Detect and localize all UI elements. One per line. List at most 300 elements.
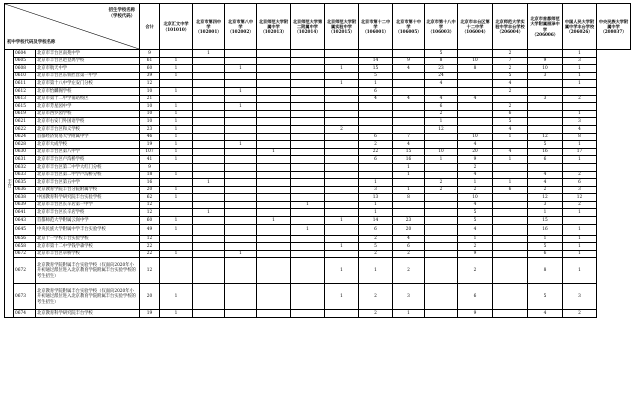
quota-cell: 24 xyxy=(425,72,458,80)
quota-cell xyxy=(425,235,458,243)
row-total: 22 xyxy=(140,243,160,251)
quota-cell: 1 xyxy=(291,224,325,235)
row-total: 23 xyxy=(140,125,160,133)
quota-cell: 1 xyxy=(563,258,597,284)
quota-cell: 1 xyxy=(160,72,193,80)
quota-cell: 1 xyxy=(257,217,291,225)
quota-cell: 4 xyxy=(458,201,493,209)
quota-cell xyxy=(225,217,257,225)
quota-cell: 1 xyxy=(359,201,393,209)
quota-cell xyxy=(193,87,225,95)
quota-cell: 4 xyxy=(458,224,493,235)
quota-cell xyxy=(528,110,563,118)
quota-cell xyxy=(493,171,528,179)
quota-cell: 2 xyxy=(528,186,563,194)
quota-cell xyxy=(257,141,291,149)
quota-cell: 7 xyxy=(493,57,528,65)
quota-cell: 2 xyxy=(563,171,597,179)
quota-cell xyxy=(493,194,528,202)
quota-cell xyxy=(359,125,393,133)
quota-cell: 3 xyxy=(359,186,393,194)
quota-cell xyxy=(528,80,563,88)
quota-cell: 2 xyxy=(493,87,528,95)
quota-cell xyxy=(257,179,291,187)
quota-cell xyxy=(257,80,291,88)
header-school-5: 北京师范大学第二附属中学 （102014） xyxy=(291,4,325,50)
quota-cell xyxy=(291,243,325,251)
row-total: 39 xyxy=(140,72,160,80)
table-row xyxy=(5,179,631,187)
school-code: 0612 xyxy=(14,87,36,95)
quota-cell xyxy=(291,87,325,95)
quota-cell xyxy=(359,171,393,179)
quota-cell: 1 xyxy=(563,110,597,118)
school-code: 0615 xyxy=(14,103,36,111)
quota-cell: 2 xyxy=(393,258,425,284)
quota-cell xyxy=(257,110,291,118)
school-code: 0605 xyxy=(14,57,36,65)
quota-cell xyxy=(291,284,325,310)
quota-cell: 1 xyxy=(493,133,528,141)
quota-cell: 5 xyxy=(458,217,493,225)
quota-cell xyxy=(325,133,359,141)
quota-cell xyxy=(193,110,225,118)
quota-cell xyxy=(193,310,225,318)
table-body xyxy=(5,50,631,318)
quota-cell xyxy=(325,156,359,164)
row-total: 10 xyxy=(140,118,160,126)
quota-cell xyxy=(291,72,325,80)
quota-cell: 1 xyxy=(160,310,193,318)
header-school-6: 北京师范大学附属实验中学 （102015） xyxy=(325,4,359,50)
quota-cell xyxy=(257,133,291,141)
quota-cell xyxy=(528,118,563,126)
quota-cell xyxy=(291,141,325,149)
quota-cell: 2 xyxy=(325,125,359,133)
school-name: 北京市第十二中学钱学森学校 xyxy=(36,243,140,251)
quota-cell xyxy=(291,310,325,318)
quota-cell xyxy=(225,235,257,243)
quota-cell xyxy=(225,163,257,171)
quota-cell: 9 xyxy=(528,57,563,65)
quota-cell xyxy=(425,258,458,284)
quota-cell: 1 xyxy=(160,125,193,133)
quota-cell: 5 xyxy=(493,72,528,80)
quota-cell xyxy=(225,201,257,209)
row-total: 9 xyxy=(140,50,160,58)
quota-cell xyxy=(225,186,257,194)
table-row xyxy=(5,80,631,88)
quota-cell: 12 xyxy=(528,194,563,202)
quota-cell xyxy=(225,50,257,58)
quota-cell xyxy=(425,163,458,171)
header-school-name-label: 招生学校名称 （学校代码） xyxy=(108,8,136,19)
header-school-14: 中央民族大学附属中学 （208037） xyxy=(597,4,631,50)
quota-cell xyxy=(160,50,193,58)
quota-cell xyxy=(458,110,493,118)
row-total: 21 xyxy=(140,95,160,103)
quota-cell xyxy=(193,163,225,171)
row-total: 22 xyxy=(140,250,160,258)
school-name: 中国教育科学研究院丰台实验学校 xyxy=(36,194,140,202)
quota-cell xyxy=(425,194,458,202)
quota-cell xyxy=(160,209,193,217)
row-total: 12 xyxy=(140,258,160,284)
quota-cell xyxy=(425,250,458,258)
quota-cell xyxy=(563,217,597,225)
quota-cell xyxy=(393,118,425,126)
quota-cell: 2 xyxy=(425,110,458,118)
quota-cell xyxy=(193,258,225,284)
quota-cell xyxy=(291,194,325,202)
quota-cell xyxy=(291,95,325,103)
quota-cell xyxy=(257,163,291,171)
quota-cell xyxy=(425,217,458,225)
quota-cell: 4 xyxy=(393,141,425,149)
quota-cell: 1 xyxy=(563,209,597,217)
quota-cell xyxy=(257,201,291,209)
quota-cell: 22 xyxy=(359,148,393,156)
quota-cell: 16 xyxy=(393,156,425,164)
quota-cell xyxy=(225,95,257,103)
quota-cell: 10 xyxy=(425,148,458,156)
quota-cell xyxy=(193,57,225,65)
quota-cell: 2 xyxy=(458,186,493,194)
quota-cell xyxy=(291,235,325,243)
school-code: 0641 xyxy=(14,209,36,217)
quota-cell: 4 xyxy=(528,179,563,187)
school-code: 0645 xyxy=(14,224,36,235)
quota-cell: 6 xyxy=(425,103,458,111)
quota-cell xyxy=(193,284,225,310)
quota-cell: 2 xyxy=(359,284,393,310)
quota-cell xyxy=(325,179,359,187)
quota-cell xyxy=(160,258,193,284)
quota-cell: 3 xyxy=(563,284,597,310)
quota-cell: 5 xyxy=(528,243,563,251)
enrollment-plan-table xyxy=(4,3,631,318)
header-school-11: 北京师范大学实验中学丰台学校 （206004） xyxy=(493,4,528,50)
quota-cell xyxy=(425,87,458,95)
quota-cell xyxy=(225,171,257,179)
quota-cell: 1 xyxy=(291,201,325,209)
header-school-3: 北京市第八中学 （102002） xyxy=(225,4,257,50)
school-name: 北京市丰台区第二中学大红门分校 xyxy=(36,163,140,171)
school-name: 北京市丰台区长辛店第一中学 xyxy=(36,201,140,209)
quota-cell: 1 xyxy=(359,209,393,217)
quota-cell: 4 xyxy=(493,125,528,133)
school-code: 0639 xyxy=(14,201,36,209)
quota-cell: 1 xyxy=(160,133,193,141)
quota-cell xyxy=(193,186,225,194)
quota-cell xyxy=(291,163,325,171)
quota-cell xyxy=(493,209,528,217)
quota-cell: 6 xyxy=(528,250,563,258)
quota-cell: 4 xyxy=(563,125,597,133)
school-name: 北京市丰台区第八中学 xyxy=(36,148,140,156)
quota-cell xyxy=(458,125,493,133)
quota-cell xyxy=(458,118,493,126)
school-name: 北京市芳星园中学 xyxy=(36,103,140,111)
quota-cell: 1 xyxy=(393,163,425,171)
quota-cell xyxy=(493,258,528,284)
quota-cell xyxy=(225,194,257,202)
quota-cell xyxy=(393,72,425,80)
header-middle-school-label: 初中学校代码及学校名称 xyxy=(7,39,56,45)
quota-cell: 1 xyxy=(563,250,597,258)
quota-cell: 1 xyxy=(425,156,458,164)
quota-cell: 2 xyxy=(359,235,393,243)
quota-cell: 1 xyxy=(193,209,225,217)
quota-cell xyxy=(291,110,325,118)
quota-cell xyxy=(225,310,257,318)
quota-cell: 1 xyxy=(563,80,597,88)
quota-cell xyxy=(225,179,257,187)
school-code: 0674 xyxy=(14,310,36,318)
quota-cell xyxy=(193,217,225,225)
quota-cell: 2 xyxy=(458,258,493,284)
school-name: 首都经济贸易大学附属中学 xyxy=(36,133,140,141)
quota-cell xyxy=(425,201,458,209)
quota-cell: 1 xyxy=(325,80,359,88)
quota-cell: 1 xyxy=(193,179,225,187)
quota-cell xyxy=(291,209,325,217)
school-code: 0619 xyxy=(14,110,36,118)
quota-cell xyxy=(325,163,359,171)
quota-cell xyxy=(291,217,325,225)
quota-cell: 4 xyxy=(393,65,425,73)
quota-cell: 1 xyxy=(257,148,291,156)
quota-cell xyxy=(257,50,291,58)
quota-cell xyxy=(325,310,359,318)
row-total: 10 xyxy=(140,87,160,95)
quota-cell: 20 xyxy=(458,148,493,156)
quota-cell: 1 xyxy=(325,217,359,225)
quota-cell xyxy=(193,156,225,164)
quota-cell: 1 xyxy=(359,258,393,284)
quota-cell: 9 xyxy=(458,310,493,318)
row-total: 60 xyxy=(140,217,160,225)
table-row xyxy=(5,103,631,111)
quota-cell xyxy=(291,156,325,164)
school-name: 中央民族大学附属中学丰台实验学校 xyxy=(36,224,140,235)
quota-cell xyxy=(225,284,257,310)
quota-cell xyxy=(257,103,291,111)
quota-cell xyxy=(393,125,425,133)
school-name: 北京市丰台区长辛店学校 xyxy=(36,209,140,217)
quota-cell xyxy=(325,250,359,258)
quota-cell: 14 xyxy=(359,217,393,225)
quota-cell xyxy=(160,235,193,243)
school-name: 北京市怡麟阁学校 xyxy=(36,87,140,95)
row-total: 61 xyxy=(140,57,160,65)
table-row xyxy=(5,209,631,217)
quota-cell: 1 xyxy=(563,141,597,149)
quota-cell: 5 xyxy=(359,243,393,251)
header-school-12: 北京市首都师范大学附属丽泽中学 （206006） xyxy=(528,4,563,50)
quota-cell xyxy=(291,125,325,133)
quota-cell xyxy=(493,95,528,103)
quota-cell: 8 xyxy=(425,57,458,65)
quota-cell: 2 xyxy=(425,186,458,194)
quota-cell xyxy=(458,87,493,95)
school-name: 北京市西罗园学校 xyxy=(36,110,140,118)
school-code: 0610 xyxy=(14,72,36,80)
row-total: 10 xyxy=(140,103,160,111)
quota-cell: 3 xyxy=(528,95,563,103)
quota-cell: 1 xyxy=(160,194,193,202)
quota-cell: 4 xyxy=(393,95,425,103)
school-code: 0611 xyxy=(14,80,36,88)
quota-cell xyxy=(291,186,325,194)
quota-cell: 1 xyxy=(325,243,359,251)
quota-cell xyxy=(325,118,359,126)
school-code: 0608 xyxy=(14,65,36,73)
quota-cell xyxy=(257,118,291,126)
school-name: 北京市丰台区第五中学 xyxy=(36,179,140,187)
quota-cell: 4 xyxy=(458,95,493,103)
quota-cell: 4 xyxy=(425,95,458,103)
quota-cell: 15 xyxy=(359,65,393,73)
header-total: 合计 xyxy=(140,4,160,50)
row-total: 49 xyxy=(140,224,160,235)
quota-cell xyxy=(425,209,458,217)
quota-cell xyxy=(458,72,493,80)
table-row xyxy=(5,284,631,310)
quota-cell: 5 xyxy=(528,141,563,149)
school-code: 0673 xyxy=(14,284,36,310)
quota-cell xyxy=(291,171,325,179)
quota-cell xyxy=(225,80,257,88)
school-name: 北京市丰台区草桥学校 xyxy=(36,250,140,258)
quota-cell xyxy=(257,125,291,133)
school-code: 0632 xyxy=(14,163,36,171)
quota-cell: 2 xyxy=(563,201,597,209)
school-name: 北京教育学院附属丰台实验学校（仅面向2020年小升初通过派位进入北京教育学院附属丰台实验学校的考生招生） xyxy=(36,284,140,310)
quota-cell xyxy=(325,57,359,65)
quota-cell: 1 xyxy=(563,65,597,73)
quota-cell: 1 xyxy=(563,72,597,80)
table-row xyxy=(5,141,631,149)
quota-cell: 23 xyxy=(425,65,458,73)
quota-cell: 6 xyxy=(528,156,563,164)
quota-cell: 1 xyxy=(393,171,425,179)
quota-cell: 2 xyxy=(359,250,393,258)
quota-cell: 1 xyxy=(425,118,458,126)
quota-cell xyxy=(225,57,257,65)
quota-cell: 1 xyxy=(160,57,193,65)
school-name: 北京市第十二中学南站校区 xyxy=(36,95,140,103)
quota-cell: 3 xyxy=(563,118,597,126)
quota-cell xyxy=(257,224,291,235)
quota-cell xyxy=(291,103,325,111)
quota-cell xyxy=(193,133,225,141)
row-total: 46 xyxy=(140,133,160,141)
quota-cell xyxy=(528,87,563,95)
row-total: 20 xyxy=(140,186,160,194)
quota-cell: 1 xyxy=(325,258,359,284)
school-name: 北京教育学院丰台分院附属学校 xyxy=(36,186,140,194)
quota-cell xyxy=(493,163,528,171)
quota-cell xyxy=(458,50,493,58)
quota-cell xyxy=(563,163,597,171)
quota-cell: 8 xyxy=(528,258,563,284)
quota-cell: 1 xyxy=(160,65,193,73)
quota-cell xyxy=(325,95,359,103)
table-row xyxy=(5,235,631,243)
quota-cell xyxy=(325,50,359,58)
quota-cell xyxy=(325,209,359,217)
row-total: 60 xyxy=(140,65,160,73)
quota-cell xyxy=(160,95,193,103)
quota-cell xyxy=(359,118,393,126)
quota-cell xyxy=(257,243,291,251)
quota-cell: 6 xyxy=(493,186,528,194)
quota-cell: 10 xyxy=(458,194,493,202)
quota-cell xyxy=(160,163,193,171)
quota-cell xyxy=(225,209,257,217)
quota-cell xyxy=(425,310,458,318)
quota-cell: 1 xyxy=(493,179,528,187)
quota-cell xyxy=(393,80,425,88)
quota-cell xyxy=(225,118,257,126)
school-code: 0633 xyxy=(14,171,36,179)
quota-cell: 1 xyxy=(563,224,597,235)
quota-cell: 9 xyxy=(393,57,425,65)
quota-cell: 3 xyxy=(563,186,597,194)
quota-cell xyxy=(193,72,225,80)
quota-cell xyxy=(425,224,458,235)
quota-cell: 5 xyxy=(425,50,458,58)
quota-cell xyxy=(425,171,458,179)
school-code: 0622 xyxy=(14,125,36,133)
row-total: 19 xyxy=(140,310,160,318)
school-code: 0672 xyxy=(14,258,36,284)
quota-cell xyxy=(359,110,393,118)
quota-cell: 1 xyxy=(393,186,425,194)
quota-cell: 6 xyxy=(458,284,493,310)
quota-cell: 2 xyxy=(493,65,528,73)
table-row xyxy=(5,125,631,133)
table-row xyxy=(5,258,631,284)
quota-cell: 1 xyxy=(359,179,393,187)
quota-cell: 6 xyxy=(359,133,393,141)
quota-cell xyxy=(458,103,493,111)
quota-cell xyxy=(393,209,425,217)
table-row xyxy=(5,310,631,318)
quota-cell xyxy=(393,50,425,58)
school-name: 北京市丰台区第二中学卢沟桥分校 xyxy=(36,171,140,179)
quota-cell xyxy=(193,141,225,149)
quota-cell xyxy=(493,284,528,310)
row-total: 18 xyxy=(140,171,160,179)
quota-cell: 4 xyxy=(393,235,425,243)
school-name: 首都师范大学附属云岗中学 xyxy=(36,217,140,225)
quota-cell xyxy=(563,103,597,111)
header-diagonal-cell xyxy=(5,4,140,50)
row-total: 10 xyxy=(140,110,160,118)
quota-cell: 10 xyxy=(528,65,563,73)
quota-cell: 17 xyxy=(563,148,597,156)
quota-cell xyxy=(359,103,393,111)
table-row xyxy=(5,118,631,126)
quota-cell: 12 xyxy=(528,133,563,141)
quota-cell: 1 xyxy=(160,171,193,179)
quota-cell xyxy=(291,80,325,88)
quota-cell xyxy=(393,110,425,118)
quota-cell xyxy=(160,179,193,187)
quota-cell xyxy=(291,179,325,187)
